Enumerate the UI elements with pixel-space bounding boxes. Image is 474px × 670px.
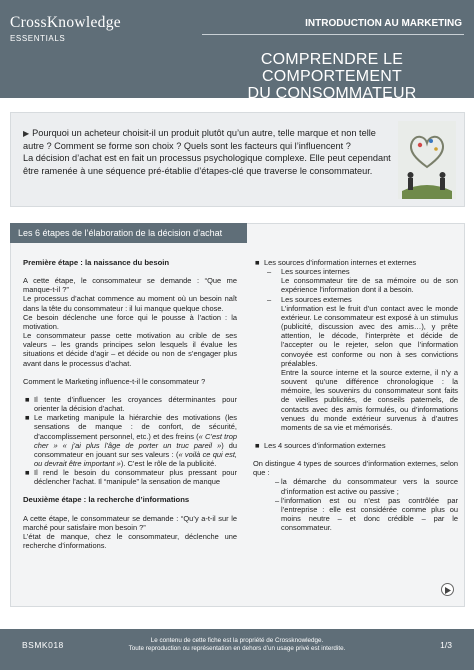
page-title: [202, 51, 462, 102]
page-header: [0, 0, 474, 102]
paragraph: A cette étape, le consommateur se demande : “Que me manque-t-il ?”: [23, 276, 237, 295]
page-footer: [0, 629, 474, 670]
page-number: 1/3: [440, 640, 452, 650]
sub-item-text: L’information est le fruit d’un contact avec le monde extérieur. Le consommateur est exposé à un stimulus (publicité, discussion avec des amis…), y prête attention, le décode, l’interprète et décide de l’accepter ou le rejeter, selon que l’information convoyée est conforme ou non à ses convictions préalables.: [281, 303, 458, 368]
intro-text: [23, 127, 393, 177]
quote: « C’est trop cher » « j’ai plus l’âge de porter un truc pareil »: [34, 431, 238, 450]
paragraph: Le processus d’achat commence au moment où un besoin naît dans la tête du consommateur : il lui manque quelque chose.: [23, 294, 237, 313]
title-line-1: COMPRENDRE LE COMPORTEMENT: [260, 51, 404, 85]
bullet-icon: ■: [25, 413, 30, 423]
list-item: [253, 441, 458, 450]
sub-item-text: l’information est ou n’est pas contrôlée par l’entreprise : elle est considérée comme plus ou moins neutre – et donc crédible – par le consommateur.: [281, 495, 458, 533]
list-item-text: ) du consommateur en jouant sur ses valeurs : (: [34, 440, 237, 459]
sub-item: – l’information est ou n’est pas contrôlée par l’entreprise : elle est considérée comme plus ou moins neutre – et donc crédible – par le consommateur.: [275, 495, 458, 533]
document-code: BSMK018: [22, 640, 64, 650]
steps-panel: [10, 223, 465, 607]
heart-illustration-icon: [398, 121, 456, 199]
paragraph: A cette étape, le consommateur se demande : “Qu’y a-t-il sur le marché pour satisfaire mon besoin ?”: [23, 513, 237, 532]
bullet-icon: ■: [255, 258, 260, 267]
right-column: [253, 258, 458, 532]
bullet-icon: ■: [255, 440, 260, 450]
sub-item: – Les sources externes: [267, 294, 352, 304]
next-page-button[interactable]: [441, 583, 454, 596]
intro-question: Pourquoi un acheteur choisit-il un produit plutôt qu’un autre, telle marque et non telle autre ? Comment se forme son choix ? Quels sont les facteurs qui l’influencent ?: [23, 128, 376, 152]
copyright-line-2: Toute reproduction ou représentation en dehors d’un usage privé est interdite.: [128, 644, 346, 652]
sub-item-label: Les sources externes: [281, 294, 352, 304]
sub-item-text: la démarche du consommateur vers la source d’information est active ou passive ;: [281, 477, 458, 496]
bullet-icon: ■: [25, 468, 30, 478]
paragraph: L’état de manque, chez le consommateur, déclenche une recherche d’informations.: [23, 531, 237, 551]
bullet-icon: ■: [25, 394, 30, 404]
quote: « voilà ce qui est, ou devrait être important »: [34, 449, 237, 468]
brand-name: CrossKnowledge: [10, 14, 121, 31]
sub-item-label: Les sources internes: [281, 267, 350, 277]
left-column: [23, 258, 237, 550]
intro-box: [10, 112, 465, 207]
header-kicker: INTRODUCTION AU MARKETING: [305, 18, 462, 29]
sub-item: – Les sources internes: [267, 267, 350, 277]
copyright-line-1: Le contenu de cette fiche est la propriété de Crossknowledge.: [150, 637, 324, 644]
list-item: [253, 258, 458, 267]
sub-item-text: Le consommateur tire de sa mémoire ou de son expérience l’information dont il a besoin.: [281, 276, 458, 295]
brand-logo: [10, 14, 121, 43]
list-item: [23, 395, 237, 413]
triangle-right-icon: ▶: [23, 129, 30, 138]
step-1-heading: Première étape : la naissance du besoin: [23, 258, 170, 267]
list-item-text: Le marketing manipule la hiérarchie des motivations (les sensations de manque : de confort, de sécurité, d’accomplissement personnel, etc.) et des freins (: [34, 413, 237, 441]
list-item: [23, 413, 237, 468]
step-2-heading: Deuxième étape : la recherche d’informations: [23, 495, 190, 505]
next-page-icon: [445, 587, 451, 594]
title-line-2: DU CONSOMMATEUR: [247, 85, 417, 102]
list-item-text: Il rend le besoin du consommateur plus pressant pour déclencher l’achat. Il “manipule” la sensation de manque: [34, 468, 237, 487]
sub-item-text: Entre la source interne et la source externe, il n’y a souvent qu’une différence chronologique : la mémoire, les souvenirs du consommateur sont faits de vieilles publicités, de conseils paternels, de contacts avec des amis formulés, ou d’informations venues du monde extérieur survenus à d’autres moments de sa vie et mémorisés.: [281, 367, 458, 432]
list-item-text: Les 4 sources d’information externes: [264, 440, 386, 450]
list-item-text: ). C’est le rôle de la publicité.: [120, 458, 217, 468]
copyright-note: [100, 637, 374, 653]
question: Comment le Marketing influence-t-il le consommateur ?: [23, 376, 206, 386]
list-item-text: Il tente d’influencer les croyances déterminantes pour orienter la décision d’achat.: [34, 394, 237, 414]
section-tab: Les 6 étapes de l’élaboration de la décision d’achat: [10, 223, 247, 243]
paragraph: Ce besoin déclenche une force qui le pousse à l’action : la motivation.: [23, 312, 237, 331]
paragraph: On distingue 4 types de sources d’information externes, selon que :: [253, 459, 458, 478]
brand-subtitle: ESSENTIALS: [10, 34, 66, 43]
header-divider: [202, 34, 464, 35]
list-item-text: Les sources d’information internes et externes: [264, 258, 417, 267]
paragraph: Le consommateur passe cette motivation au crible de ses valeurs – les grands principes selon lesquels il évalue les situations et décide d’agir – et décide ou non de s’engager plus avant dans le processus d’achat.: [23, 331, 237, 368]
intro-statement: La décision d’achat est en fait un processus psychologique complexe. Elle peut cependant être ramenée à une séquence pré-établie d’étapes-clé que traverse le consommateur.: [23, 153, 391, 176]
list-item: [23, 468, 237, 486]
sub-item: – la démarche du consommateur vers la source d’information est active ou passive ;: [275, 477, 458, 496]
